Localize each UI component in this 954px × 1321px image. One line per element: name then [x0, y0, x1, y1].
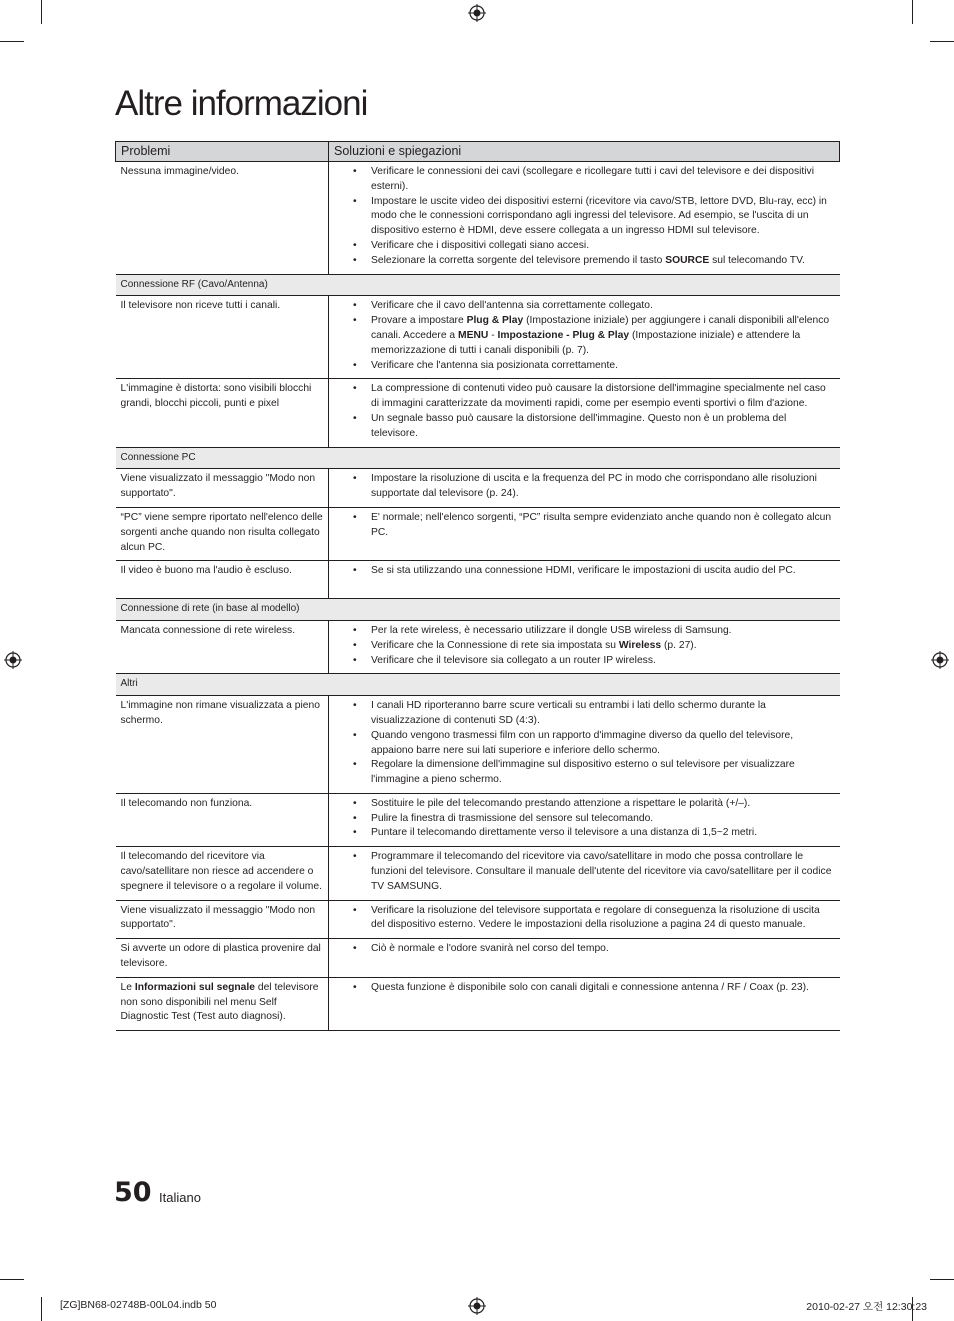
page-language: Italiano [159, 1190, 201, 1205]
solution-cell [329, 939, 840, 978]
problem-cell: Il telecomando non funziona. [116, 793, 329, 846]
solution-list [334, 472, 835, 502]
section-row [116, 599, 840, 621]
solution-cell [329, 507, 840, 560]
table-row [116, 469, 840, 508]
section-row [116, 274, 840, 296]
column-header-problems: Problemi [116, 142, 329, 162]
solution-list [334, 797, 835, 841]
list-item: • Verificare che il televisore sia collegato a un router IP wireless. [334, 654, 835, 669]
table-row [116, 296, 840, 379]
list-item: • Verificare la risoluzione del televisore supportata e regolare di conseguenza la risoluzione di uscita del dispositivo esterno. Vedere le impostazioni della risoluzione a pagina 24 di questo manuale. [334, 904, 835, 934]
page-title: Altre informazioni [115, 84, 368, 123]
section-label: Connessione PC [116, 447, 840, 469]
problem-cell: Si avverte un odore di plastica provenire dal televisore. [116, 939, 329, 978]
list-item: • Un segnale basso può causare la distorsione dell'immagine. Questo non è un problema del televisore. [334, 412, 835, 442]
table-row [116, 162, 840, 275]
list-item: • Quando vengono trasmessi film con un rapporto d'immagine diverso da quello del televisore, appaiono barre nere sui lati superiore e inferiore dello schermo. [334, 729, 835, 759]
list-item: • E' normale; nell'elenco sorgenti, “PC” risulta sempre evidenziato anche quando non è collegato alcun PC. [334, 511, 835, 541]
list-item: • Provare a impostare Plug & Play (Impostazione iniziale) per aggiungere i canali disponibili all'elenco canali. Accedere a MENU - Impostazione - Plug & Play (Impostazione iniziale) e attendere la memorizzazione di tutti i canali disponibili (p. 7). [334, 314, 835, 358]
solution-cell [329, 847, 840, 900]
troubleshooting-table [115, 141, 840, 1031]
table-header-row [116, 142, 840, 162]
table-row [116, 620, 840, 673]
section-label: Connessione di rete (in base al modello) [116, 599, 840, 621]
problem-cell: Viene visualizzato il messaggio "Modo non supportato". [116, 469, 329, 508]
problem-cell: Il telecomando del ricevitore via cavo/satellitare non riesce ad accendere o spegnere il televisore o a regolare il volume. [116, 847, 329, 900]
problem-cell: Il video è buono ma l'audio è escluso. [116, 561, 329, 599]
table-row [116, 977, 840, 1030]
problem-cell: Mancata connessione di rete wireless. [116, 620, 329, 673]
registration-mark-icon [931, 651, 949, 669]
list-item: • Puntare il telecomando direttamente verso il televisore a una distanza di 1,5~2 metri. [334, 826, 835, 841]
problem-cell: Le Informazioni sul segnale del televisore non sono disponibili nel menu Self Diagnostic Test (Test auto diagnosi). [116, 977, 329, 1030]
registration-mark-icon [468, 4, 486, 22]
table-row [116, 793, 840, 846]
table-row [116, 561, 840, 599]
solution-cell [329, 296, 840, 379]
solution-cell [329, 379, 840, 447]
print-slug-date: 2010-02-27 오전 12:30:23 [806, 1301, 927, 1313]
registration-mark-icon [468, 1297, 486, 1315]
table-row [116, 939, 840, 978]
table-row [116, 507, 840, 560]
solution-cell [329, 696, 840, 794]
problem-cell: L'immagine non rimane visualizzata a pieno schermo. [116, 696, 329, 794]
list-item: • Questa funzione è disponibile solo con canali digitali e connessione antenna / RF / Coax (p. 23). [334, 981, 835, 996]
solution-list [334, 942, 835, 957]
crop-mark [0, 41, 24, 42]
solution-list [334, 382, 835, 441]
solution-list [334, 699, 835, 788]
page-number: 50 [114, 1177, 152, 1208]
solution-list [334, 904, 835, 934]
list-item: • Regolare la dimensione dell'immagine sul dispositivo esterno o sul televisore per visualizzare l'immagine a pieno schermo. [334, 758, 835, 788]
solution-cell [329, 469, 840, 508]
list-item: • Impostare la risoluzione di uscita e la frequenza del PC in modo che corrispondano alle risoluzioni supportate dal televisore (p. 24). [334, 472, 835, 502]
list-item: • Programmare il telecomando del ricevitore via cavo/satellitare in modo che possa controllare le funzioni del televisore. Consultare il manuale dell'utente del ricevitore via cavo/satellitare per il codice TV SAMSUNG. [334, 850, 835, 894]
problem-cell: Viene visualizzato il messaggio "Modo non supportato". [116, 900, 329, 939]
list-item: • Verificare che l'antenna sia posizionata correttamente. [334, 359, 835, 374]
problem-cell: “PC” viene sempre riportato nell'elenco delle sorgenti anche quando non risulta collegato alcun PC. [116, 507, 329, 560]
solution-list [334, 165, 835, 269]
crop-mark [0, 1279, 24, 1280]
list-item: • Impostare le uscite video dei dispositivi esterni (ricevitore via cavo/STB, lettore DVD, Blu-ray, ecc) in modo che le connessioni corrispondano agli ingressi del televisore. Ad esempio, se l'uscita di un dispositivo esterno è HDMI, deve essere collegata a un ingresso HDMI sul televisore. [334, 195, 835, 239]
list-item: • La compressione di contenuti video può causare la distorsione dell'immagine specialmente nel caso di immagini caratterizzate da movimenti rapidi, come per esempio eventi sportivi o film d'azione. [334, 382, 835, 412]
list-item: • Sostituire le pile del telecomando prestando attenzione a rispettare le polarità (+/–). [334, 797, 835, 812]
table-row [116, 379, 840, 447]
table-row [116, 696, 840, 794]
crop-mark [41, 1297, 42, 1321]
problem-cell: Il televisore non riceve tutti i canali. [116, 296, 329, 379]
problem-cell: Nessuna immagine/video. [116, 162, 329, 275]
section-label: Altri [116, 674, 840, 696]
solution-list [334, 564, 835, 579]
solution-list [334, 850, 835, 894]
section-row [116, 674, 840, 696]
list-item: • Selezionare la corretta sorgente del televisore premendo il tasto SOURCE sul telecomando TV. [334, 254, 835, 269]
solution-cell [329, 162, 840, 275]
crop-mark [912, 0, 913, 24]
solution-cell [329, 620, 840, 673]
solution-list [334, 624, 835, 668]
table-row [116, 847, 840, 900]
solution-cell [329, 561, 840, 599]
solution-cell [329, 793, 840, 846]
section-row [116, 447, 840, 469]
solution-cell [329, 900, 840, 939]
registration-mark-icon [4, 651, 22, 669]
list-item: • Verificare che i dispositivi collegati siano accesi. [334, 239, 835, 254]
crop-mark [930, 1279, 954, 1280]
problem-cell: L'immagine è distorta: sono visibili blocchi grandi, blocchi piccoli, punti e pixel [116, 379, 329, 447]
solution-list [334, 299, 835, 373]
list-item: • Ciò è normale e l'odore svanirà nel corso del tempo. [334, 942, 835, 957]
list-item: • Verificare che il cavo dell'antenna sia correttamente collegato. [334, 299, 835, 314]
list-item: • Verificare che la Connessione di rete sia impostata su Wireless (p. 27). [334, 639, 835, 654]
list-item: • Se si sta utilizzando una connessione HDMI, verificare le impostazioni di uscita audio del PC. [334, 564, 835, 579]
table-row [116, 900, 840, 939]
crop-mark [41, 0, 42, 24]
table-body [116, 162, 840, 1031]
list-item: • Verificare le connessioni dei cavi (scollegare e ricollegare tutti i cavi del televisore e dei dispositivi esterni). [334, 165, 835, 195]
solution-list [334, 511, 835, 541]
list-item: • I canali HD riporteranno barre scure verticali su entrambi i lati dello schermo durante la visualizzazione di contenuti SD (4:3). [334, 699, 835, 729]
column-header-solutions: Soluzioni e spiegazioni [329, 142, 840, 162]
solution-list [334, 981, 835, 996]
section-label: Connessione RF (Cavo/Antenna) [116, 274, 840, 296]
list-item: • Per la rete wireless, è necessario utilizzare il dongle USB wireless di Samsung. [334, 624, 835, 639]
crop-mark [930, 41, 954, 42]
print-slug-file: [ZG]BN68-02748B-00L04.indb 50 [60, 1299, 217, 1311]
list-item: • Pulire la finestra di trasmissione del sensore sul telecomando. [334, 812, 835, 827]
solution-cell [329, 977, 840, 1030]
